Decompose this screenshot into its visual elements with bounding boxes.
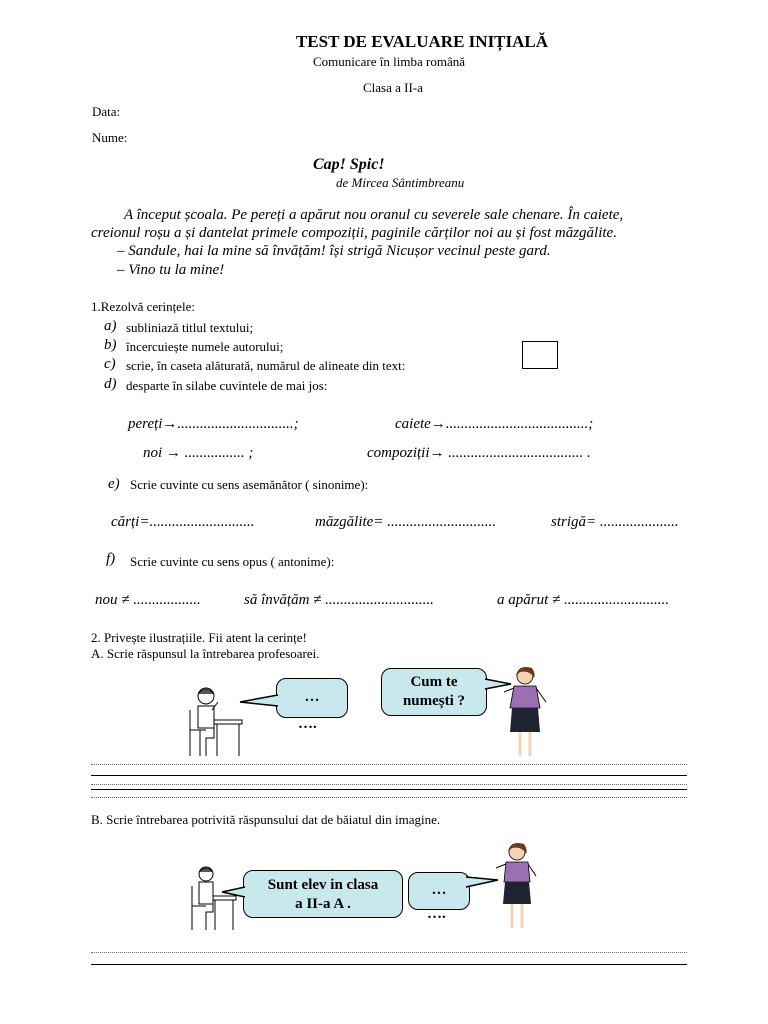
teacher-dots: …. bbox=[427, 906, 446, 922]
test-title: TEST DE EVALUARE INIȚIALĂ bbox=[295, 32, 549, 51]
answer-box[interactable] bbox=[522, 341, 558, 369]
boy-at-desk-illustration bbox=[184, 680, 244, 760]
answer-dotted-line[interactable] bbox=[91, 784, 687, 785]
grade-line: Clasa a II-a bbox=[363, 80, 423, 95]
boy-dots: …. bbox=[298, 716, 317, 732]
item-letter: a) bbox=[104, 318, 117, 334]
item-text: scrie, în caseta alăturată, numărul de alineate din text: bbox=[126, 358, 406, 373]
bubble-tail bbox=[240, 694, 280, 708]
boy-speech-bubble bbox=[243, 870, 403, 918]
teacher-bubble-line: numești ? bbox=[402, 693, 466, 709]
answer-solid-line[interactable] bbox=[91, 789, 687, 790]
synonym-prompt: cărți=............................ bbox=[111, 514, 255, 530]
teacher-illustration bbox=[500, 664, 550, 764]
subject-line: Comunicare în limba română bbox=[313, 54, 465, 69]
story-title: Cap! Spic! bbox=[313, 156, 385, 173]
boy-bubble-line: Sunt elev in clasa bbox=[267, 877, 379, 893]
answer-dotted-line[interactable] bbox=[91, 764, 687, 765]
exercise2-heading: 2. Privește ilustrațiile. Fii atent la cerințe! bbox=[91, 630, 307, 645]
antonym-prompt: a apărut ≠ ............................ bbox=[497, 592, 669, 608]
synonym-prompt: măzgălite= ............................. bbox=[315, 514, 496, 530]
syllable-prompt: pereți→...............................; bbox=[128, 416, 299, 432]
item-letter: f) bbox=[106, 551, 116, 567]
synonym-prompt: strigă= ..................... bbox=[551, 514, 679, 530]
answer-solid-line[interactable] bbox=[91, 964, 687, 965]
item-text: încercuiește numele autorului; bbox=[126, 339, 284, 354]
date-label: Data: bbox=[92, 104, 121, 119]
story-line: creionul roșu a și dantelat primele compoziții, paginile cărților noi au și fost măzgălite. bbox=[91, 225, 617, 241]
exercise2-a-text: A. Scrie răspunsul la întrebarea profesoarei. bbox=[91, 646, 320, 661]
antonym-prompt: să învățăm ≠ ............................. bbox=[244, 592, 434, 608]
story-line: A început școala. Pe pereți a apărut nou oranul cu severele sale chenare. În caiete, bbox=[124, 207, 624, 223]
item-letter: e) bbox=[108, 476, 120, 492]
teacher-speech-bubble bbox=[408, 872, 470, 910]
teacher-bubble-line: Cum te bbox=[410, 674, 458, 690]
boy-bubble-text: … bbox=[304, 689, 320, 705]
answer-solid-line[interactable] bbox=[91, 775, 687, 776]
item-text: desparte în silabe cuvintele de mai jos: bbox=[126, 378, 328, 393]
teacher-bubble-text: … bbox=[431, 882, 447, 898]
item-text: Scrie cuvinte cu sens asemănător ( sinonime): bbox=[130, 477, 369, 492]
teacher-illustration bbox=[494, 840, 540, 934]
antonym-prompt: nou ≠ .................. bbox=[95, 592, 201, 608]
item-letter: c) bbox=[104, 356, 116, 372]
exercise1-heading: 1.Rezolvă cerințele: bbox=[91, 299, 195, 314]
story-line: – Sandule, hai la mine să învățăm! își strigă Nicușor vecinul peste gard. bbox=[117, 243, 551, 259]
bubble-tail bbox=[222, 886, 246, 900]
boy-bubble-line: a II-a A . bbox=[295, 896, 351, 912]
syllable-prompt: compoziții→ .................................... . bbox=[367, 445, 591, 461]
item-letter: d) bbox=[104, 376, 117, 392]
exercise2-b-text: B. Scrie întrebarea potrivită răspunsului dat de băiatul din imagine. bbox=[91, 812, 441, 827]
item-letter: b) bbox=[104, 337, 117, 353]
syllable-prompt: caiete→......................................; bbox=[395, 416, 594, 432]
syllable-prompt: noi → ................ ; bbox=[143, 445, 254, 461]
story-author: de Mircea Sântimbreanu bbox=[336, 175, 465, 190]
story-line: – Vino tu la mine! bbox=[117, 262, 225, 278]
item-text: Scrie cuvinte cu sens opus ( antonime): bbox=[130, 554, 335, 569]
teacher-speech-bubble bbox=[381, 668, 487, 716]
answer-dotted-line[interactable] bbox=[91, 952, 687, 953]
answer-dotted-line[interactable] bbox=[91, 797, 687, 798]
name-label: Nume: bbox=[92, 130, 128, 145]
item-text: subliniază titlul textului; bbox=[126, 320, 254, 335]
boy-speech-bubble bbox=[276, 678, 348, 718]
